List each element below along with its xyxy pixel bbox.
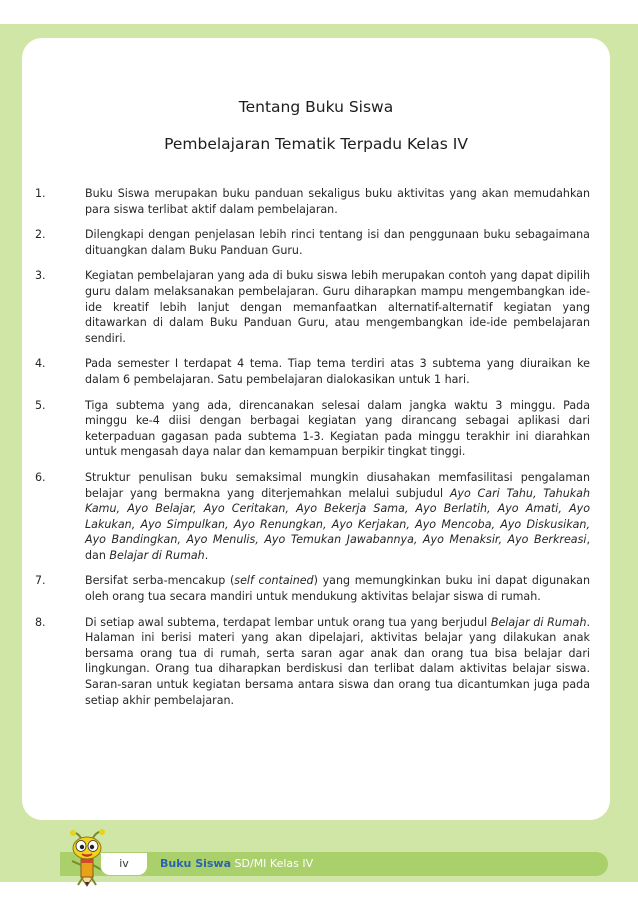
italic-text: Ayo Cari Tahu, Tahukah Kamu, Ayo Belajar, Ayo Ceritakan, Ayo Bekerja Sama, Ayo Berlatih, Ayo Amati, Ayo Lakukan, Ayo Simpulkan, Ayo Renungkan, Ayo Kerjakan, Ayo Mencoba, Ayo Diskusikan, Ayo Bandingkan, Ayo Menulis, Ayo Temukan Jawabannya, Ayo Menaksir, Ayo Berkreasi [85, 486, 590, 547]
list-item-text [85, 573, 590, 604]
italic-text: Belajar di Rumah [109, 548, 205, 562]
list-item-text [85, 268, 590, 346]
list-item [35, 227, 590, 258]
list-item-text [85, 470, 590, 564]
list-item [35, 268, 590, 346]
text-segment: Tiga subtema yang ada, direncanakan selesai dalam jangka waktu 3 minggu. Pada minggu ke-4 diisi dengan berbagai kegiatan yang dirancang sebagai aplikasi dari keterpaduan gagasan pada subtema 1-3. Kegiatan pada minggu terakhir ini diarahkan untuk mengasah daya nalar dan kemampuan berpikir tingkat tinggi. [85, 398, 590, 459]
list-item-number: 2. [35, 228, 46, 242]
page-title: Tentang Buku Siswa [238, 98, 394, 116]
text-segment: Di setiap awal subtema, terdapat lembar untuk orang tua yang berjudul [85, 615, 491, 629]
list-item-text [85, 398, 590, 460]
list-item [35, 573, 590, 604]
list-item [35, 470, 590, 564]
list-item-text [85, 186, 590, 217]
list-item-number: 5. [35, 398, 46, 412]
text-segment: Bersifat serba-mencakup ( [85, 574, 235, 588]
text-segment: , dan [85, 533, 590, 562]
text-segment: Dilengkapi dengan penjelasan lebih rinci tentang isi dan penggunaan buku sebagaimana dituangkan dalam Buku Panduan Guru. [85, 228, 590, 257]
text-segment: . Halaman ini berisi materi yang akan dipelajari, aktivitas belajar yang dilakukan anak bersama orang tua di rumah, serta saran agar anak dan orang tua bisa belajar dari lingkungan. Orang tua diharapkan berdiskusi dan terlibat dalam aktivitas belajar siswa. Saran-saran untuk kegiatan bersama antara siswa dan orang tua dicantumkan juga pada setiap akhir pembelajaran. [85, 615, 591, 707]
text-segment: Buku Siswa merupakan buku panduan sekaligus buku aktivitas yang akan memudahkan para siswa terlibat aktif dalam pembelajaran. [85, 187, 590, 216]
list-item-text [85, 615, 590, 709]
footer-book-title [160, 852, 313, 876]
footer-book-level: SD/MI Kelas IV [234, 857, 314, 870]
list-item-number: 3. [35, 269, 46, 283]
list-item-text [85, 356, 590, 387]
list-item [35, 186, 590, 217]
list-item [35, 356, 590, 387]
list-item-text [85, 227, 590, 258]
italic-text: self contained [234, 574, 314, 588]
italic-text: Belajar di Rumah [490, 615, 587, 629]
list-item-number: 4. [35, 357, 46, 371]
footer-book-name: Buku Siswa [160, 857, 232, 870]
page-subtitle: Pembelajaran Tematik Terpadu Kelas IV [164, 135, 468, 153]
info-list [35, 186, 590, 718]
text-segment: ) yang memungkinkan buku ini dapat digunakan oleh orang tua secara mandiri untuk mendukung aktivitas belajar siswa di rumah. [85, 574, 590, 604]
list-item-number: 8. [35, 615, 46, 629]
list-item [35, 398, 590, 460]
list-item [35, 615, 590, 709]
text-segment: Pada semester I terdapat 4 tema. Tiap tema terdiri atas 3 subtema yang diuraikan ke dalam 6 pembelajaran. Satu pembelajaran dialokasikan untuk 1 hari. [85, 357, 590, 386]
top-border [0, 0, 638, 24]
list-item-number: 7. [35, 574, 46, 588]
list-item-number: 1. [35, 187, 46, 200]
page-number: iv [100, 852, 148, 876]
text-segment: Struktur penulisan buku semaksimal mungkin diusahakan memfasilitasi pengalaman belajar yang bermakna yang diterjemahkan melalui subjudul [85, 470, 590, 500]
text-segment: . [204, 548, 209, 562]
text-segment: Kegiatan pembelajaran yang ada di buku siswa lebih merupakan contoh yang dapat dipilih guru dalam melaksanakan pembelajaran. Guru diharapkan mampu mengembangkan ide-ide kreatif lebih lanjut dengan memanfaatkan alternatif-alternatif kegiatan yang ditawarkan di dalam Buku Panduan Guru, atau mengembangkan ide-ide pembelajaran sendiri. [85, 269, 590, 345]
list-item-number: 6. [35, 470, 46, 484]
